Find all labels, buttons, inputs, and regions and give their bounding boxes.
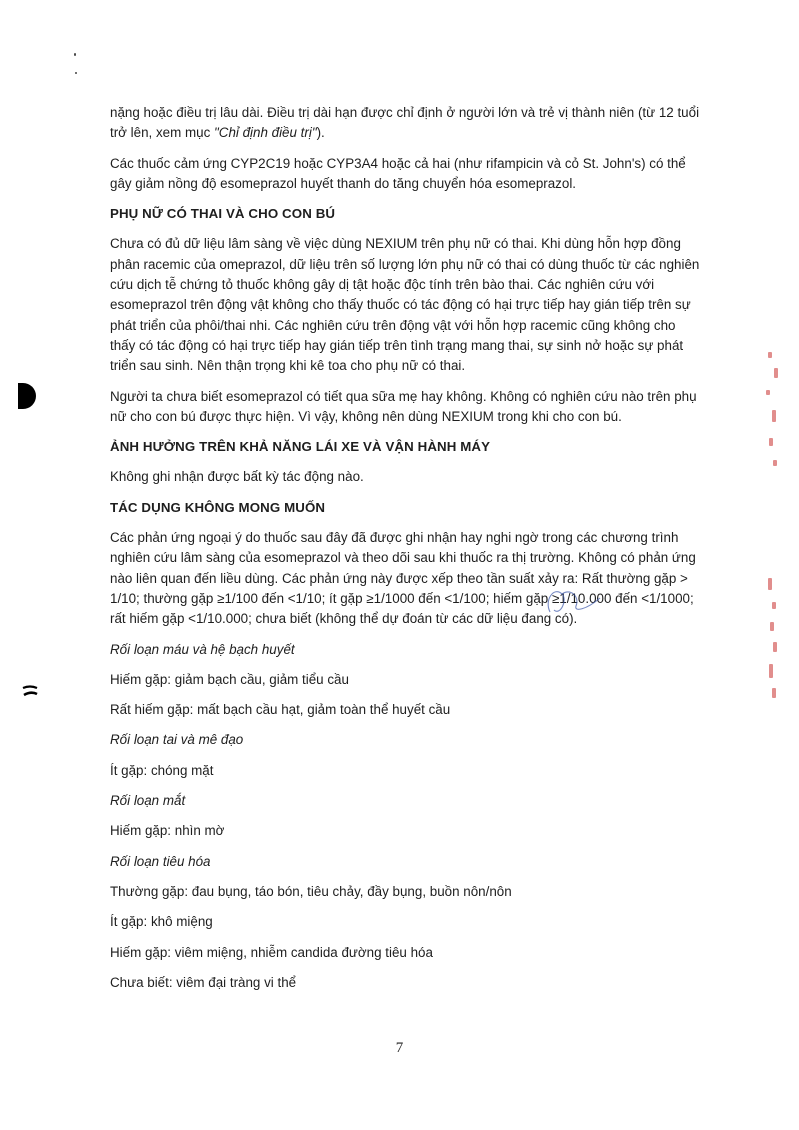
list-item: Chưa biết: viêm đại tràng vi thể	[110, 974, 297, 990]
paragraph-adverse-effects-intro: Các phản ứng ngoại ý do thuốc sau đây đã được ghi nhận hay nghi ngờ trong các chương trình nghiên cứu lâm sàng của esomeprazol và theo dõi sau khi thuốc ra thị trường. Không có phản ứng nào liên quan đến liều dùng. Các phản ứng này được xếp theo tần suất xảy ra: Rất thường gặp > 1/10; thường gặp ≥1/100 đến <1/10; ít gặp ≥1/1000 đến <1/100; hiếm gặp ≥1/10.000 đến <1/1000; rất hiếm gặp <1/10.000; chưa biết (không thể dự đoán từ các dữ liệu đang có).	[110, 530, 696, 627]
list-item: Hiếm gặp: nhìn mờ	[110, 823, 225, 839]
paragraph-text-end: ).	[316, 125, 325, 141]
list-item: Thường gặp: đau bụng, táo bón, tiêu chảy, đầy bụng, buồn nôn/nôn	[110, 883, 512, 899]
document-body	[110, 103, 700, 1003]
binder-clip-mark	[22, 685, 38, 697]
subheading-eye-disorders: Rối loạn mắt	[110, 793, 186, 809]
list-item: Hiếm gặp: giảm bạch cầu, giảm tiểu cầu	[110, 671, 349, 687]
handwritten-signature	[540, 582, 610, 622]
paragraph-lactation: Người ta chưa biết esomeprazol có tiết qua sữa mẹ hay không. Không có nghiên cứu nào trên phụ nữ cho con bú được thực hiện. Vì vậy, không nên dùng NEXIUM trong khi cho con bú.	[110, 388, 697, 424]
scan-speck	[74, 53, 76, 56]
paragraph-long-term-treatment	[110, 103, 700, 144]
page-number: 7	[395, 1040, 404, 1056]
heading-adverse-effects: TÁC DỤNG KHÔNG MONG MUỐN	[110, 499, 326, 515]
paragraph-text: nặng hoặc điều trị lâu dài. Điều trị dài hạn được chỉ định ở người lớn và trẻ vị thành niên (từ 12 tuổi trở lên, xem mục	[110, 105, 700, 141]
subheading-blood-disorders: Rối loạn máu và hệ bạch huyết	[110, 641, 295, 657]
list-item: Ít gặp: chóng mặt	[110, 762, 214, 778]
list-item: Hiếm gặp: viêm miệng, nhiễm candida đường tiêu hóa	[110, 944, 433, 960]
section-reference: "Chỉ định điều trị"	[214, 125, 317, 141]
subheading-ear-disorders: Rối loạn tai và mê đạo	[110, 732, 244, 748]
subheading-gi-disorders: Rối loạn tiêu hóa	[110, 853, 211, 869]
heading-pregnancy-lactation: PHỤ NỮ CÓ THAI VÀ CHO CON BÚ	[110, 206, 336, 222]
margin-stamp-marks	[760, 350, 790, 720]
paragraph-driving: Không ghi nhận được bất kỳ tác động nào.	[110, 469, 364, 485]
list-item: Ít gặp: khô miệng	[110, 914, 213, 930]
list-item: Rất hiếm gặp: mất bạch cầu hạt, giảm toàn thể huyết cầu	[110, 702, 451, 718]
binder-hole-mark	[18, 383, 36, 409]
heading-driving-machines: ẢNH HƯỞNG TRÊN KHẢ NĂNG LÁI XE VÀ VẬN HÀNH MÁY	[110, 439, 491, 455]
scan-speck	[75, 72, 77, 74]
paragraph-pregnancy: Chưa có đủ dữ liệu lâm sàng về việc dùng NEXIUM trên phụ nữ có thai. Khi dùng hỗn hợp đồng phân racemic của omeprazol, dữ liệu trên số lượng lớn phụ nữ có thai có dùng thuốc từ các nghiên cứu dịch tễ chứng tỏ thuốc không gây dị tật hoặc độc tính trên bào thai. Các nghiên cứu với esomeprazol trên động vật không cho thấy thuốc có tác động có hại trực tiếp hay gián tiếp trên sự phát triển của phôi/thai nhi. Các nghiên cứu trên động vật với hỗn hợp racemic cũng không cho thấy có tác động có hại trực tiếp hay gián tiếp trên tình trạng mang thai, sự sinh nở hoặc sự phát triển sau sinh. Nên thận trọng khi kê toa cho phụ nữ có thai.	[110, 236, 700, 374]
paragraph-cyp-inducers: Các thuốc cảm ứng CYP2C19 hoặc CYP3A4 hoặc cả hai (như rifampicin và cỏ St. John's) có thể gây giảm nồng độ esomeprazol huyết thanh do tăng chuyển hóa esomeprazol.	[110, 155, 686, 191]
